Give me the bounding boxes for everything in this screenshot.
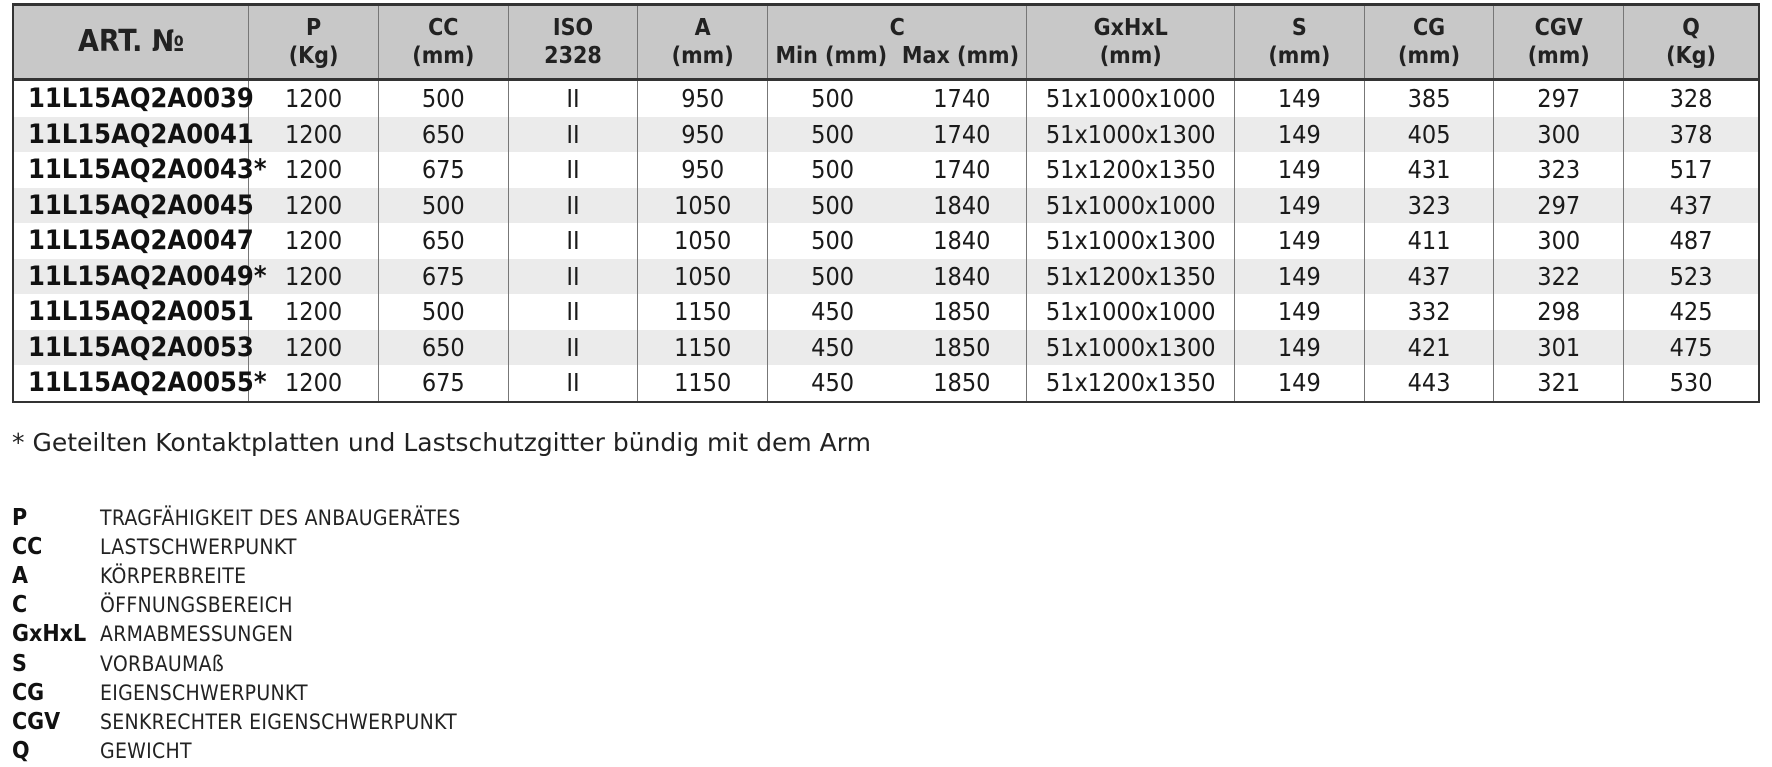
legend-key: C	[12, 592, 28, 619]
header-c-max: Max (mm)	[901, 43, 1020, 69]
cell-cgv: 321	[1494, 365, 1624, 402]
cell-iso: II	[508, 117, 638, 153]
cell-c-min: 450	[811, 297, 855, 327]
cell-c-max: 1740	[897, 152, 1027, 188]
cell-s: 149	[1234, 330, 1364, 366]
cell-cg: 332	[1364, 294, 1494, 330]
cell-p: 1200	[249, 80, 379, 117]
cell-iso: II	[508, 223, 638, 259]
legend-item	[12, 532, 461, 561]
legend-item	[12, 678, 461, 707]
legend-key: GxHxL	[12, 621, 87, 648]
table-row	[13, 223, 1759, 259]
cell-cgv: 323	[1494, 152, 1624, 188]
cell-art: 11L15AQ2A0041	[13, 117, 249, 153]
table-header-row	[13, 5, 1759, 80]
legend-key: CGV	[12, 708, 61, 735]
cell-c-min: 500	[811, 155, 855, 185]
cell-s: 149	[1234, 80, 1364, 117]
spec-table	[12, 3, 1760, 403]
cell-cc: 675	[378, 365, 508, 402]
cell-a: 950	[638, 80, 768, 117]
cell-c-max: 1850	[897, 294, 1027, 330]
legend-item	[12, 620, 461, 649]
legend-item	[12, 649, 461, 678]
cell-iso: II	[508, 188, 638, 224]
cell-c-max: 1740	[897, 117, 1027, 153]
cell-gxhxl: 51x1000x1000	[1027, 188, 1235, 224]
cell-c-min: 500	[768, 117, 898, 153]
cell-a: 1150	[638, 294, 768, 330]
cell-c-max: 1840	[897, 188, 1027, 224]
cell-c-min: 500	[768, 188, 898, 224]
cell-cgv: 322	[1494, 259, 1624, 295]
cell-iso: II	[508, 152, 638, 188]
legend-label: EIGENSCHWERPUNKT	[100, 680, 308, 705]
footnote: * Geteilten Kontaktplatten und Lastschutzgitter bündig mit dem Arm	[12, 428, 871, 457]
legend-label: ÖFFNUNGSBEREICH	[100, 593, 293, 618]
cell-cc: 500	[378, 188, 508, 224]
cell-art: 11L15AQ2A0051	[13, 294, 249, 330]
cell-c-max: 1840	[897, 223, 1027, 259]
cell-q: 517	[1669, 155, 1713, 185]
legend-label: SENKRECHTER EIGENSCHWERPUNKT	[100, 709, 457, 734]
cell-art: 11L15AQ2A0049*	[13, 259, 249, 295]
cell-cg: 411	[1364, 223, 1494, 259]
cell-q: 487	[1669, 226, 1713, 256]
cell-p: 1200	[249, 188, 379, 224]
cell-cg: 431	[1364, 152, 1494, 188]
cell-art: 11L15AQ2A0047	[13, 223, 249, 259]
cell-s: 149	[1234, 259, 1364, 295]
cell-gxhxl: 51x1200x1350	[1027, 152, 1235, 188]
cell-p: 1200	[249, 365, 379, 402]
cell-c-max: 1740	[897, 80, 1027, 117]
legend-item	[12, 737, 461, 766]
cell-a: 950	[638, 117, 768, 153]
cell-cgv: 301	[1494, 330, 1624, 366]
cell-cc: 650	[378, 330, 508, 366]
header-q: Q (Kg)	[1624, 5, 1759, 80]
cell-a: 1150	[638, 330, 768, 366]
legend-label: TRAGFÄHIGKEIT DES ANBAUGERÄTES	[100, 505, 461, 530]
cell-q: 328	[1669, 84, 1713, 114]
cell-cg: 421	[1364, 330, 1494, 366]
cell-cgv: 298	[1494, 294, 1624, 330]
cell-s: 149	[1234, 294, 1364, 330]
cell-a: 1050	[638, 259, 768, 295]
header-c-min: Min (mm)	[775, 43, 888, 69]
cell-cgv: 300	[1494, 223, 1624, 259]
cell-art: 11L15AQ2A0043*	[13, 152, 249, 188]
cell-s: 149	[1234, 188, 1364, 224]
cell-a: 1050	[638, 188, 768, 224]
cell-cg: 443	[1364, 365, 1494, 402]
legend-key: S	[12, 650, 27, 677]
legend-item	[12, 591, 461, 620]
cell-gxhxl: 51x1000x1000	[1027, 294, 1235, 330]
cell-q: 425	[1669, 297, 1713, 327]
cell-q: 378	[1624, 117, 1759, 153]
cell-iso: II	[508, 365, 638, 402]
cell-s: 149	[1234, 365, 1364, 402]
cell-cc: 500	[378, 80, 508, 117]
table-row	[13, 152, 1759, 188]
legend-label: ARMABMESSUNGEN	[100, 622, 294, 647]
cell-cc: 675	[378, 152, 508, 188]
table-row	[13, 117, 1759, 153]
cell-cg: 405	[1364, 117, 1494, 153]
header-cg: CG (mm)	[1364, 5, 1494, 80]
legend-item	[12, 561, 461, 590]
cell-gxhxl: 51x1200x1350	[1027, 259, 1235, 295]
cell-cg: 385	[1364, 80, 1494, 117]
legend-item	[12, 503, 461, 532]
cell-cg: 437	[1364, 259, 1494, 295]
legend-label: KÖRPERBREITE	[100, 563, 247, 588]
cell-c-max: 1850	[897, 330, 1027, 366]
legend-key: CC	[12, 533, 43, 560]
cell-art: 11L15AQ2A0055*	[13, 365, 249, 402]
header-gxhxl: GxHxL (mm)	[1027, 5, 1235, 80]
cell-iso: II	[508, 294, 638, 330]
table-row	[13, 330, 1759, 366]
cell-a: 1150	[638, 365, 768, 402]
header-cgv: CGV (mm)	[1494, 5, 1624, 80]
legend-key: Q	[12, 738, 30, 765]
cell-p: 1200	[249, 259, 379, 295]
cell-s: 149	[1234, 152, 1364, 188]
cell-c-min: 450	[811, 368, 855, 398]
cell-gxhxl: 51x1200x1350	[1027, 365, 1235, 402]
table-row	[13, 294, 1759, 330]
cell-q: 437	[1624, 188, 1759, 224]
legend-key: CG	[12, 679, 45, 706]
cell-c-min: 500	[768, 259, 898, 295]
legend-item	[12, 707, 461, 736]
cell-c-max: 1850	[897, 365, 1027, 402]
legend	[12, 503, 461, 766]
cell-p: 1200	[249, 294, 379, 330]
cell-iso: II	[508, 330, 638, 366]
header-p: P (Kg)	[249, 5, 379, 80]
cell-q: 523	[1624, 259, 1759, 295]
cell-c-min: 500	[811, 226, 855, 256]
table-row	[13, 188, 1759, 224]
cell-cgv: 297	[1494, 188, 1624, 224]
cell-cgv: 297	[1494, 80, 1624, 117]
cell-gxhxl: 51x1000x1300	[1027, 330, 1235, 366]
table-row	[13, 259, 1759, 295]
cell-gxhxl: 51x1000x1300	[1027, 117, 1235, 153]
legend-label: VORBAUMAß	[100, 651, 225, 676]
cell-c-max: 1840	[897, 259, 1027, 295]
cell-art: 11L15AQ2A0053	[13, 330, 249, 366]
cell-cgv: 300	[1494, 117, 1624, 153]
legend-key: A	[12, 562, 29, 589]
cell-q: 475	[1624, 330, 1759, 366]
table-row	[13, 80, 1759, 117]
cell-iso: II	[508, 80, 638, 117]
legend-label: GEWICHT	[100, 739, 192, 764]
cell-s: 149	[1234, 117, 1364, 153]
cell-art: 11L15AQ2A0039	[13, 80, 249, 117]
cell-cc: 675	[378, 259, 508, 295]
cell-q: 530	[1669, 368, 1713, 398]
legend-label: LASTSCHWERPUNKT	[100, 534, 297, 559]
header-cc: CC (mm)	[378, 5, 508, 80]
cell-gxhxl: 51x1000x1000	[1027, 80, 1235, 117]
legend-key: P	[12, 504, 28, 531]
cell-s: 149	[1234, 223, 1364, 259]
cell-iso: II	[508, 259, 638, 295]
cell-cg: 323	[1364, 188, 1494, 224]
header-c: C Min (mm) Max (mm)	[768, 5, 1027, 80]
cell-cc: 500	[378, 294, 508, 330]
cell-p: 1200	[249, 223, 379, 259]
header-art: ART. №	[13, 5, 249, 80]
cell-cc: 650	[378, 223, 508, 259]
cell-c-min: 450	[768, 330, 898, 366]
table-row	[13, 365, 1759, 402]
header-s: S (mm)	[1234, 5, 1364, 80]
cell-art: 11L15AQ2A0045	[13, 188, 249, 224]
cell-a: 950	[638, 152, 768, 188]
header-iso: ISO 2328	[508, 5, 638, 80]
cell-p: 1200	[249, 330, 379, 366]
cell-p: 1200	[249, 152, 379, 188]
cell-a: 1050	[638, 223, 768, 259]
header-a: A (mm)	[638, 5, 768, 80]
cell-c-min: 500	[811, 84, 855, 114]
cell-cc: 650	[378, 117, 508, 153]
cell-p: 1200	[249, 117, 379, 153]
cell-gxhxl: 51x1000x1300	[1027, 223, 1235, 259]
